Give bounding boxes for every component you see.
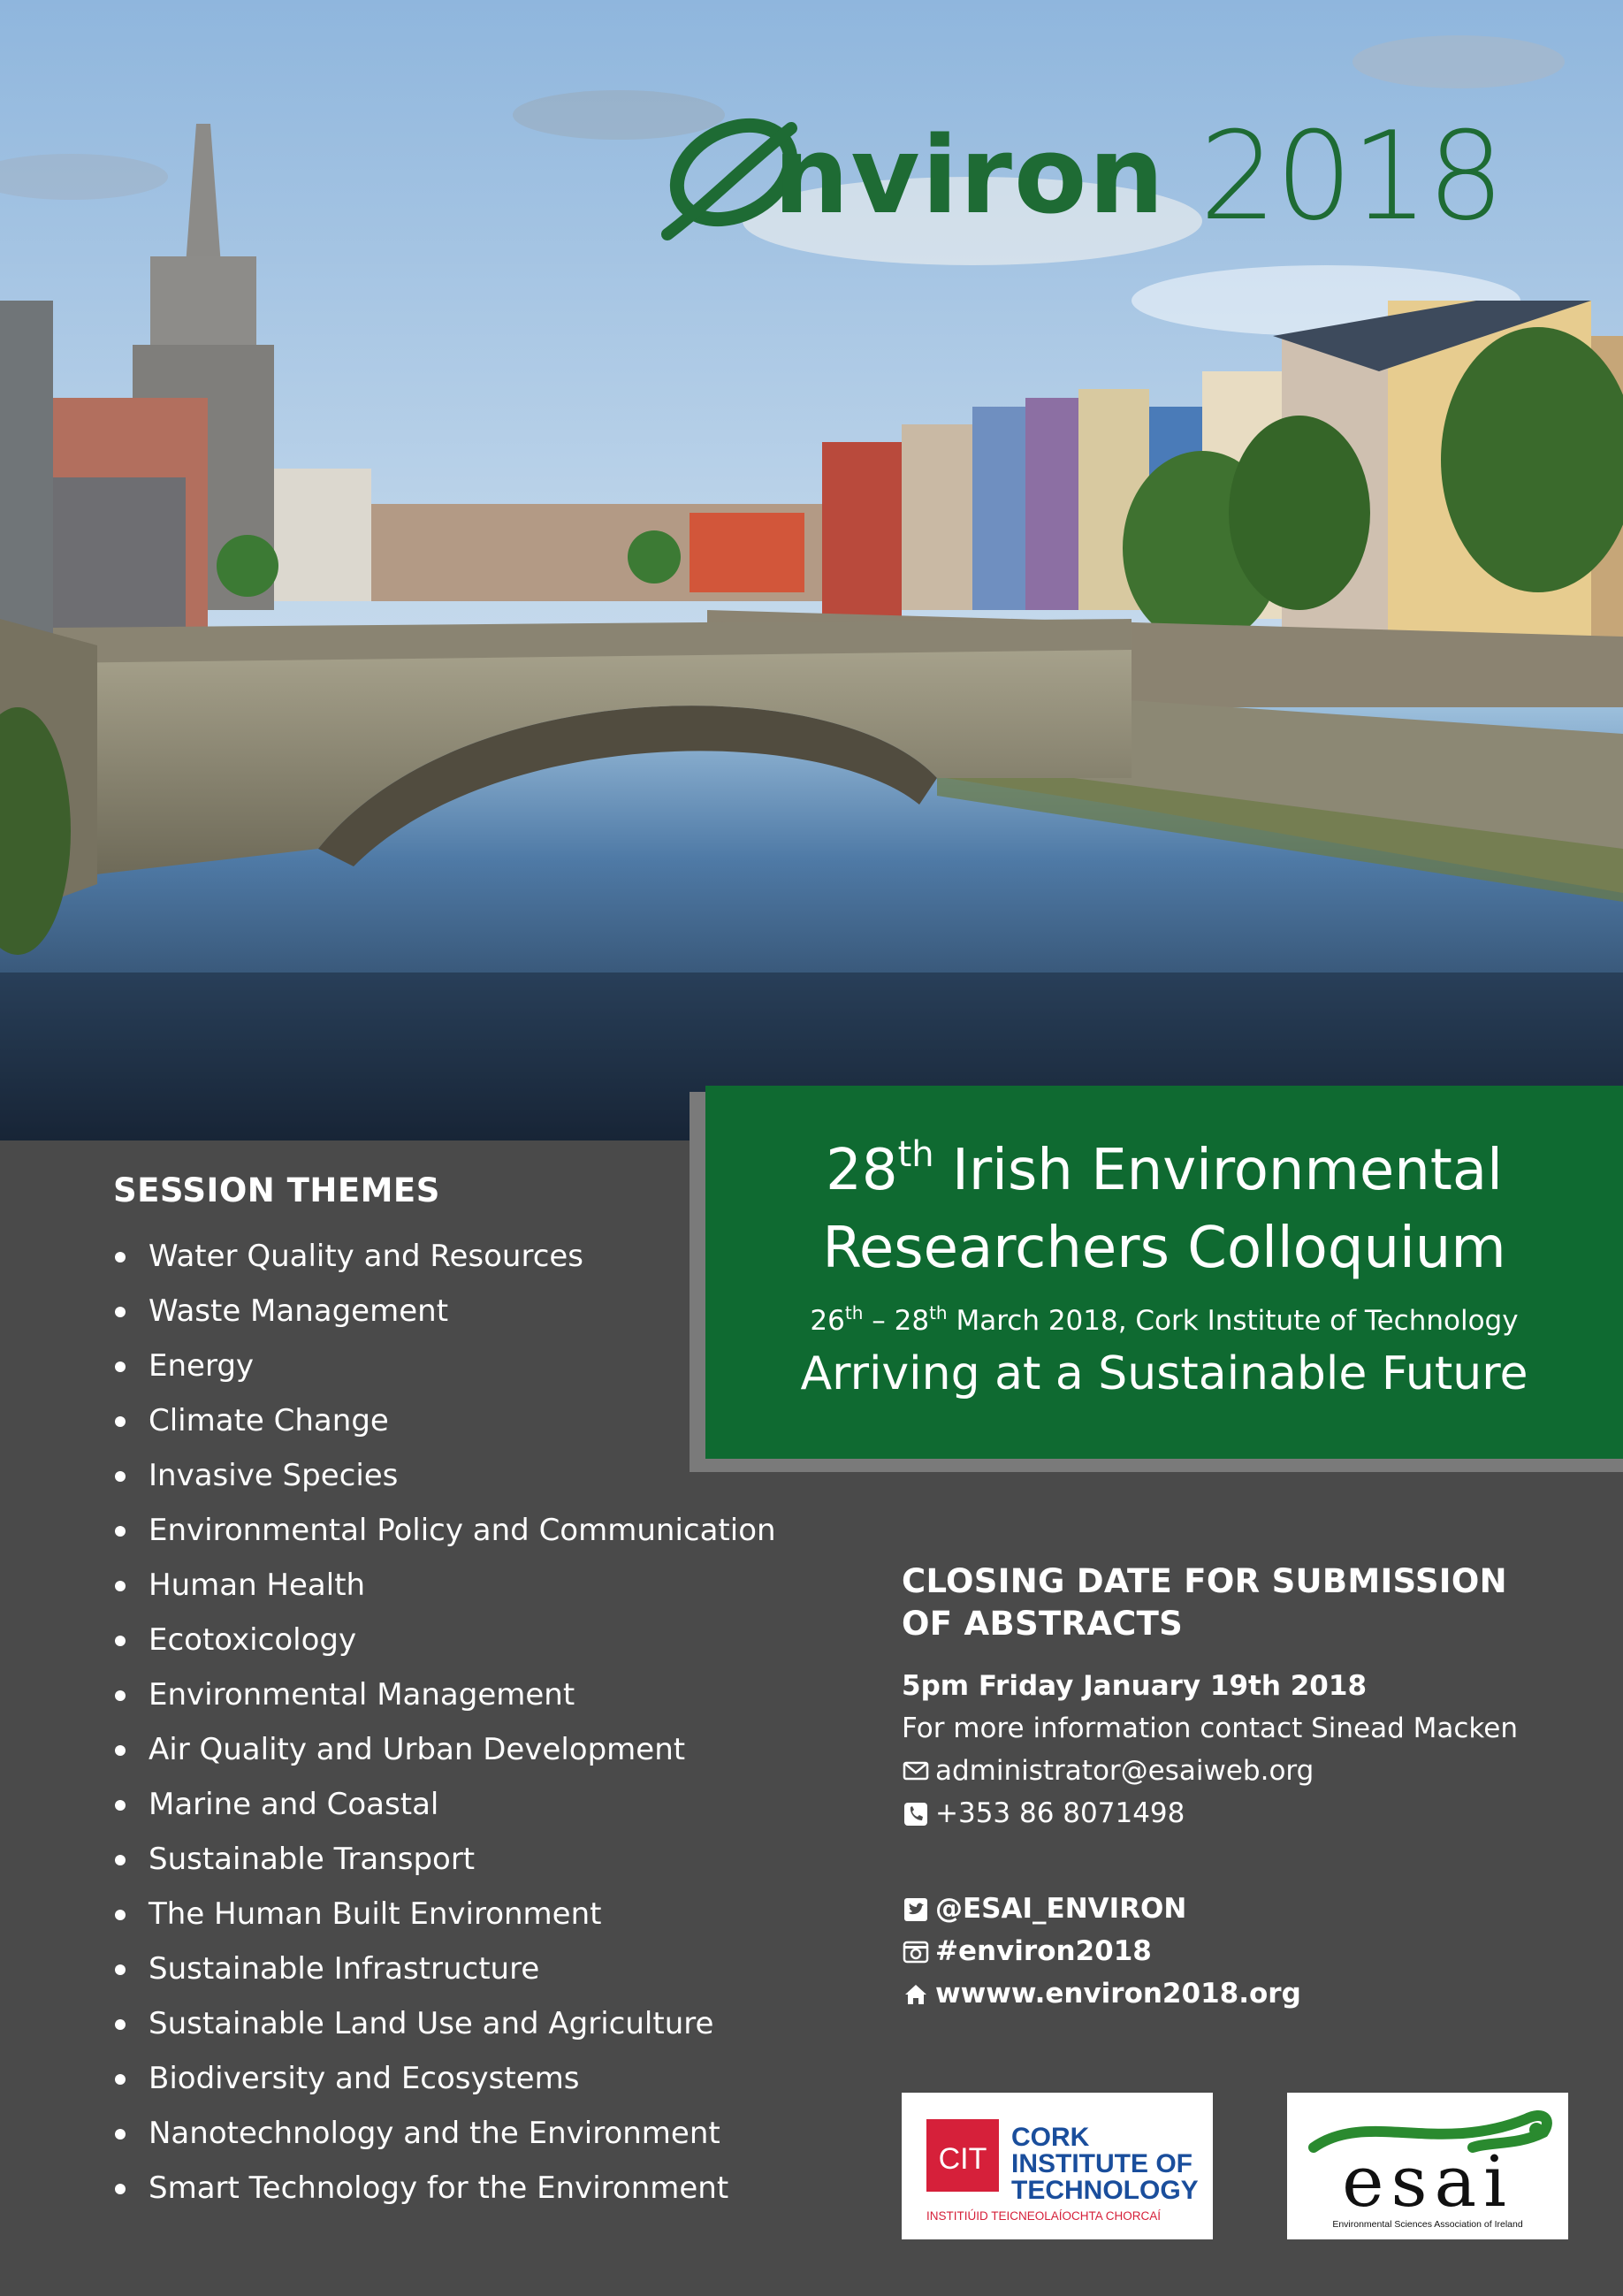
list-item [113,1229,776,1284]
phone-number[interactable]: +353 86 8071498 [935,1797,1185,1829]
bullet-icon [115,1581,126,1591]
bullet-icon [115,1362,126,1372]
bullet-icon [115,1471,126,1482]
theme-label: Sustainable Transport [149,1842,476,1877]
banner-tagline: Arriving at a Sustainable Future [800,1347,1528,1400]
bullet-icon [115,2019,126,2030]
email-link[interactable]: administrator@esaiweb.org [935,1755,1314,1787]
session-themes-heading: SESSION THEMES [113,1171,440,1209]
camera-icon [902,1937,930,1965]
bullet-icon [115,1636,126,1646]
logo-year: 2018 [1199,105,1504,248]
list-item [113,1777,776,1832]
twitter-handle[interactable]: @ESAI_ENVIRON [935,1893,1187,1925]
bullet-icon [115,1745,126,1756]
bullet-icon [115,1800,126,1811]
theme-label: Smart Technology for the Environment [149,2170,729,2206]
closing-heading-line1: CLOSING DATE FOR SUBMISSION [902,1562,1507,1600]
theme-label: Energy [149,1348,255,1384]
instagram-row[interactable] [902,1930,1573,1972]
list-item [113,1613,776,1667]
banner-date [705,1302,1623,1337]
theme-label: Sustainable Land Use and Agriculture [149,2006,714,2041]
list-item [113,1448,776,1503]
theme-label: Nanotechnology and the Environment [149,2116,720,2151]
twitter-row[interactable] [902,1888,1573,1930]
twitter-icon [902,1895,930,1923]
phone-icon [902,1799,930,1827]
bullet-icon [115,1964,126,1975]
bullet-icon [115,2129,126,2140]
bullet-icon [115,1690,126,1701]
theme-label: Human Health [149,1568,366,1603]
list-item [113,1503,776,1558]
theme-label: Biodiversity and Ecosystems [149,2061,580,2096]
cit-logo-graphic [902,2093,1213,2239]
list-item [113,2161,776,2216]
title-line2: Researchers Colloquium [822,1216,1506,1281]
website-row[interactable] [902,1972,1573,2015]
list-item [113,1667,776,1722]
cit-irish: INSTITIÚID TEICNEOLAÍOCHTA CHORCAÍ [926,2209,1162,2223]
email-row[interactable] [902,1750,1573,1792]
list-item [113,1832,776,1887]
date-start-day: 26 [810,1305,845,1337]
theme-label: Sustainable Infrastructure [149,1951,540,1987]
cit-line3: TECHNOLOGY [1011,2176,1199,2205]
esai-word: esai [1342,2140,1513,2223]
cit-logo [902,2093,1213,2239]
bullet-icon [115,1855,126,1865]
edition-suffix: th [897,1134,934,1175]
theme-label: The Human Built Environment [149,1896,602,1932]
theme-label: Ecotoxicology [149,1622,357,1658]
list-item [113,1558,776,1613]
bullet-icon [115,1307,126,1317]
date-end-suffix: th [929,1302,948,1323]
date-end-day: 28 [894,1305,930,1337]
esai-subtitle: Environmental Sciences Association of Ireland [1332,2219,1523,2230]
closing-date: 5pm Friday January 19th 2018 [902,1670,1368,1702]
bullet-icon [115,1526,126,1537]
closing-heading [902,1560,1573,1645]
list-item [113,1284,776,1339]
date-separator: – [863,1305,895,1337]
cit-short: CIT [938,2142,987,2176]
contact-section [902,1560,1573,2015]
social-links [902,1888,1573,2015]
bullet-icon [115,2074,126,2085]
list-item [113,1887,776,1941]
date-rest: March 2018, Cork Institute of Technology [947,1305,1519,1337]
cit-line1: CORK [1011,2123,1090,2152]
list-item [113,1722,776,1777]
theme-label: Marine and Coastal [149,1787,439,1822]
esai-logo-graphic [1287,2093,1568,2239]
theme-label: Air Quality and Urban Development [149,1732,686,1767]
esai-logo [1287,2093,1568,2239]
edition-number: 28 [826,1138,898,1203]
website-link[interactable]: wwww.environ2018.org [935,1978,1301,2010]
closing-heading-line2: OF ABSTRACTS [902,1605,1184,1643]
list-item [113,1339,776,1393]
bullet-icon [115,1252,126,1262]
list-item [113,2051,776,2106]
list-item [113,1393,776,1448]
banner-title [705,1132,1623,1287]
title-line1: Irish Environmental [933,1138,1503,1203]
list-item [113,2106,776,2161]
bullet-icon [115,1416,126,1427]
date-start-suffix: th [844,1302,864,1323]
theme-label: Climate Change [149,1403,389,1438]
list-item [113,1941,776,1996]
cit-line2: INSTITUTE OF [1011,2149,1192,2178]
environ-2018-logo [650,97,1503,256]
hashtag[interactable]: #environ2018 [935,1935,1152,1967]
bullet-icon [115,1910,126,1920]
session-themes [113,1171,776,2216]
theme-label: Environmental Management [149,1677,575,1712]
list-item [113,1996,776,2051]
phone-row[interactable] [902,1792,1573,1835]
theme-label: Environmental Policy and Communication [149,1513,776,1548]
contact-info: For more information contact Sinead Macken [902,1712,1518,1744]
theme-label: Invasive Species [149,1458,399,1493]
theme-label: Waste Management [149,1293,449,1329]
session-themes-list [113,1229,776,2216]
bullet-icon [115,2184,126,2194]
envelope-icon [902,1757,930,1785]
colloquium-banner [705,1086,1623,1459]
theme-label: Water Quality and Resources [149,1239,584,1274]
logo-word: nviron [773,115,1166,238]
home-icon [902,1979,930,2008]
